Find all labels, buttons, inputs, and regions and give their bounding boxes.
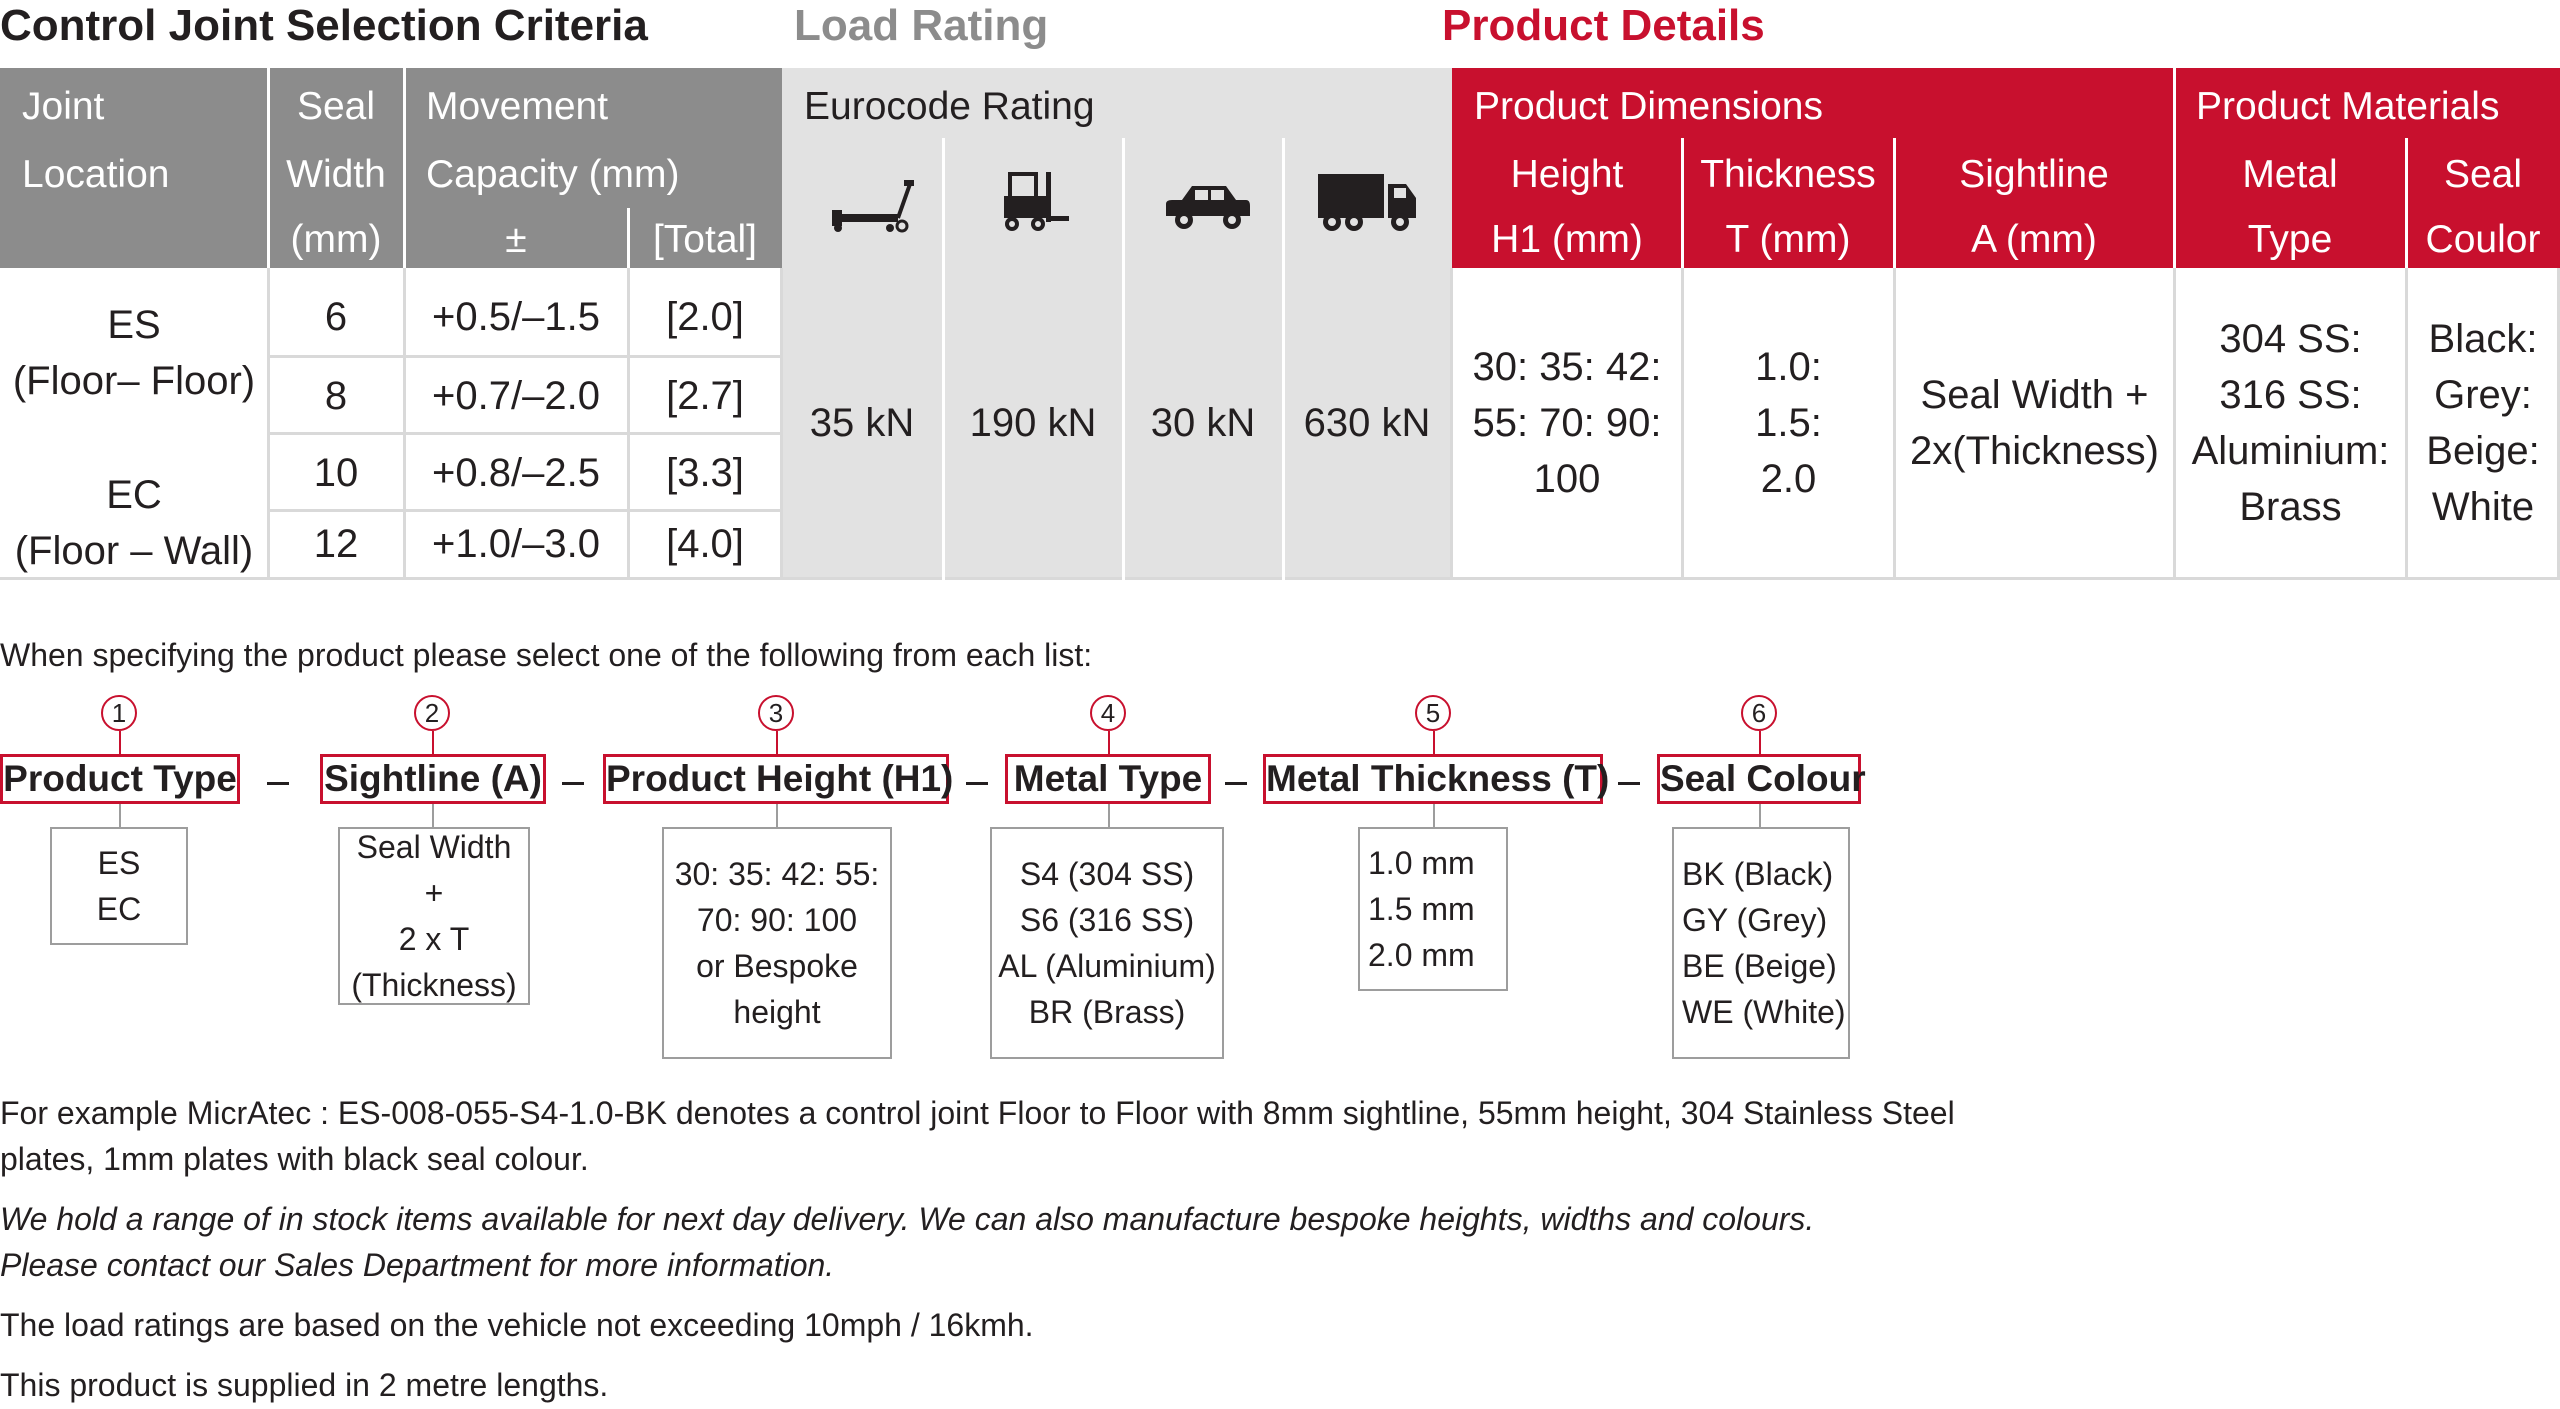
metal-line: Aluminium:	[2191, 428, 2390, 473]
car-icon	[1164, 182, 1252, 232]
label-metal-type: Metal Type	[1005, 754, 1211, 804]
grid-line	[1681, 138, 1684, 268]
option-item: BK (Black)	[1682, 856, 1834, 892]
movement-pm-cell: +0.7/–2.0	[432, 373, 600, 418]
header-movement-2: Capacity (mm)	[426, 153, 680, 196]
label-sightline: Sightline (A)	[320, 754, 546, 804]
heading-load-rating: Load Rating	[794, 1, 1049, 50]
colour-line: Grey:	[2434, 372, 2532, 417]
seal-width-cell: 6	[324, 294, 348, 339]
connector	[1433, 804, 1435, 828]
thickness-line: 2.0	[1760, 456, 1817, 501]
grid-line	[267, 68, 270, 268]
grid-line	[2405, 138, 2408, 268]
label-seal-colour: Seal Colour	[1657, 754, 1861, 804]
header-metal-2: Type	[2247, 218, 2333, 261]
thickness-values	[1683, 268, 1894, 577]
example-note-line-2: plates, 1mm plates with black seal colour.	[0, 1141, 589, 1177]
label-metal-thickness: Metal Thickness (T)	[1263, 754, 1603, 804]
joint-code: ES	[107, 303, 161, 347]
separator-dash	[267, 782, 289, 785]
seal-width-cell: 8	[324, 373, 348, 418]
metal-line: 304 SS:	[2219, 316, 2362, 361]
table-bottom-rule	[0, 577, 2560, 580]
connector	[119, 731, 121, 755]
separator-dash	[966, 782, 988, 785]
grid-line	[1893, 138, 1896, 268]
header-thickness-1: Thickness	[1700, 153, 1876, 196]
supply-note: This product is supplied in 2 metre lengths.	[0, 1367, 609, 1403]
load-rating-pallet-truck: 35 kN	[809, 400, 915, 445]
load-rating-car: 30 kN	[1150, 400, 1256, 445]
movement-pm-cell: +0.8/–2.5	[432, 450, 600, 495]
heading-product-details: Product Details	[1442, 1, 1765, 50]
heading-control-joint: Control Joint Selection Criteria	[0, 1, 648, 50]
thickness-line: 1.0:	[1755, 344, 1822, 389]
height-line: 55: 70: 90:	[1472, 400, 1662, 445]
header-seal-3: (mm)	[290, 218, 382, 261]
movement-total-cell: [3.3]	[666, 450, 744, 495]
header-seal-colour-1: Seal	[2443, 153, 2523, 196]
header-product-materials: Product Materials	[2196, 85, 2500, 128]
thickness-line: 1.5:	[1755, 400, 1822, 445]
connector	[1759, 731, 1761, 755]
header-metal-1: Metal	[2242, 153, 2338, 196]
header-movement-1: Movement	[426, 85, 609, 128]
options-metal-type	[990, 827, 1224, 1059]
step-number-5: 5	[1415, 695, 1451, 731]
grid-line	[1122, 138, 1125, 268]
header-seal-colour-2: Coulor	[2425, 218, 2541, 261]
connector	[1108, 731, 1110, 755]
load-note: The load ratings are based on the vehicle not exceeding 10mph / 16kmh.	[0, 1307, 1034, 1343]
movement-pm-cell: +1.0/–3.0	[432, 522, 600, 566]
label-product-type: Product Type	[0, 754, 240, 804]
grid-line	[1282, 138, 1285, 268]
joint-location-ec	[0, 450, 268, 596]
option-item: S6 (316 SS)	[1019, 902, 1195, 938]
selection-table	[0, 68, 2560, 580]
step-number-1: 1	[101, 695, 137, 731]
selection-intro: When specifying the product please select one of the following from each list:	[0, 637, 1093, 673]
separator-dash	[1225, 782, 1247, 785]
header-eurocode: Eurocode Rating	[804, 85, 1095, 128]
option-item: height	[733, 994, 821, 1030]
option-item: (Thickness)	[351, 967, 517, 1003]
option-item: WE (White)	[1682, 994, 1846, 1030]
colour-line: Beige:	[2426, 428, 2540, 473]
movement-total-cell: [4.0]	[666, 522, 744, 566]
option-item: AL (Aluminium)	[998, 948, 1216, 984]
sightline-line: Seal Width +	[1920, 372, 2149, 417]
option-item: EC	[96, 891, 142, 927]
header-height-1: Height	[1510, 153, 1624, 196]
load-rating-forklift: 190 kN	[969, 400, 1097, 445]
option-item: GY (Grey)	[1682, 902, 1828, 938]
metal-line: 316 SS:	[2219, 372, 2362, 417]
metal-type-values	[2175, 268, 2406, 577]
connector	[119, 804, 121, 828]
colour-line: White	[2431, 484, 2535, 529]
grid-line	[942, 138, 945, 268]
stock-note-line-1: We hold a range of in stock items available for next day delivery. We can also manufacture bespoke heights, widths and colours.	[0, 1201, 1815, 1237]
connector	[1433, 731, 1435, 755]
colour-line: Black:	[2428, 316, 2538, 361]
connector	[1108, 804, 1110, 828]
header-product-dimensions: Product Dimensions	[1474, 85, 1823, 128]
option-item: Seal Width	[356, 829, 512, 865]
joint-description: (Floor – Wall)	[14, 529, 254, 573]
options-sightline	[338, 827, 530, 1005]
option-item: 2.0 mm	[1368, 937, 1475, 973]
connector	[776, 731, 778, 755]
separator-dash	[562, 782, 584, 785]
option-item: 2 x T	[398, 921, 470, 957]
header-thickness-2: T (mm)	[1725, 218, 1851, 261]
joint-description: (Floor– Floor)	[12, 359, 256, 403]
header-joint-2: Location	[22, 153, 170, 196]
step-number-3: 3	[758, 695, 794, 731]
lorry-icon	[1316, 172, 1420, 234]
load-rating-lorry: 630 kN	[1303, 400, 1431, 445]
header-plus-minus: ±	[505, 218, 527, 261]
seal-colour-values	[2407, 268, 2559, 577]
option-item: 30: 35: 42: 55:	[674, 856, 880, 892]
grid-line	[2173, 68, 2176, 268]
option-item: S4 (304 SS)	[1019, 856, 1195, 892]
height-values	[1452, 268, 1682, 577]
grid-line	[403, 68, 406, 268]
header-total: [Total]	[652, 218, 758, 261]
option-item: ES	[97, 845, 141, 881]
sightline-value	[1895, 268, 2174, 577]
option-item: 1.5 mm	[1368, 891, 1475, 927]
connector	[1759, 804, 1761, 828]
step-number-4: 4	[1090, 695, 1126, 731]
header-seal-1: Seal	[296, 85, 376, 128]
height-line: 30: 35: 42:	[1472, 344, 1662, 389]
connector	[776, 804, 778, 828]
movement-total-cell: [2.0]	[666, 294, 744, 339]
options-metal-thickness	[1358, 827, 1508, 991]
connector	[432, 731, 434, 755]
option-item: 70: 90: 100	[696, 902, 858, 938]
header-joint-1: Joint	[22, 85, 105, 128]
metal-line: Brass	[2239, 484, 2342, 529]
option-item: 1.0 mm	[1368, 845, 1475, 881]
option-item: BR (Brass)	[1028, 994, 1186, 1030]
step-number-6: 6	[1741, 695, 1777, 731]
option-item: BE (Beige)	[1682, 948, 1837, 984]
header-height-2: H1 (mm)	[1491, 218, 1643, 261]
grid-line	[627, 208, 630, 268]
movement-pm-cell: +0.5/–1.5	[432, 294, 600, 339]
sightline-line: 2x(Thickness)	[1910, 428, 2159, 473]
option-item: or Bespoke	[696, 948, 858, 984]
option-item: +	[424, 875, 444, 911]
example-note-line-1: For example MicrAtec : ES-008-055-S4-1.0-BK denotes a control joint Floor to Floor with 8mm sightline, 55mm height, 304 Stainless Steel	[0, 1095, 1955, 1131]
joint-code: EC	[106, 473, 162, 517]
separator-dash	[1618, 782, 1640, 785]
stock-note-line-2: Please contact our Sales Department for more information.	[0, 1247, 835, 1283]
step-number-2: 2	[414, 695, 450, 731]
header-sightline-1: Sightline	[1959, 153, 2109, 196]
forklift-icon	[1000, 168, 1070, 234]
pallet-truck-icon	[830, 178, 914, 238]
options-product-type	[50, 827, 188, 945]
joint-location-es	[0, 280, 268, 426]
label-product-height: Product Height (H1)	[603, 754, 949, 804]
header-seal-2: Width	[286, 153, 386, 196]
movement-total-cell: [2.7]	[666, 373, 744, 418]
height-line: 100	[1533, 456, 1601, 501]
header-sightline-2: A (mm)	[1971, 218, 2097, 261]
seal-width-cell: 10	[313, 450, 359, 495]
options-seal-colour	[1672, 827, 1850, 1059]
seal-width-cell: 12	[313, 522, 359, 566]
options-product-height	[662, 827, 892, 1059]
